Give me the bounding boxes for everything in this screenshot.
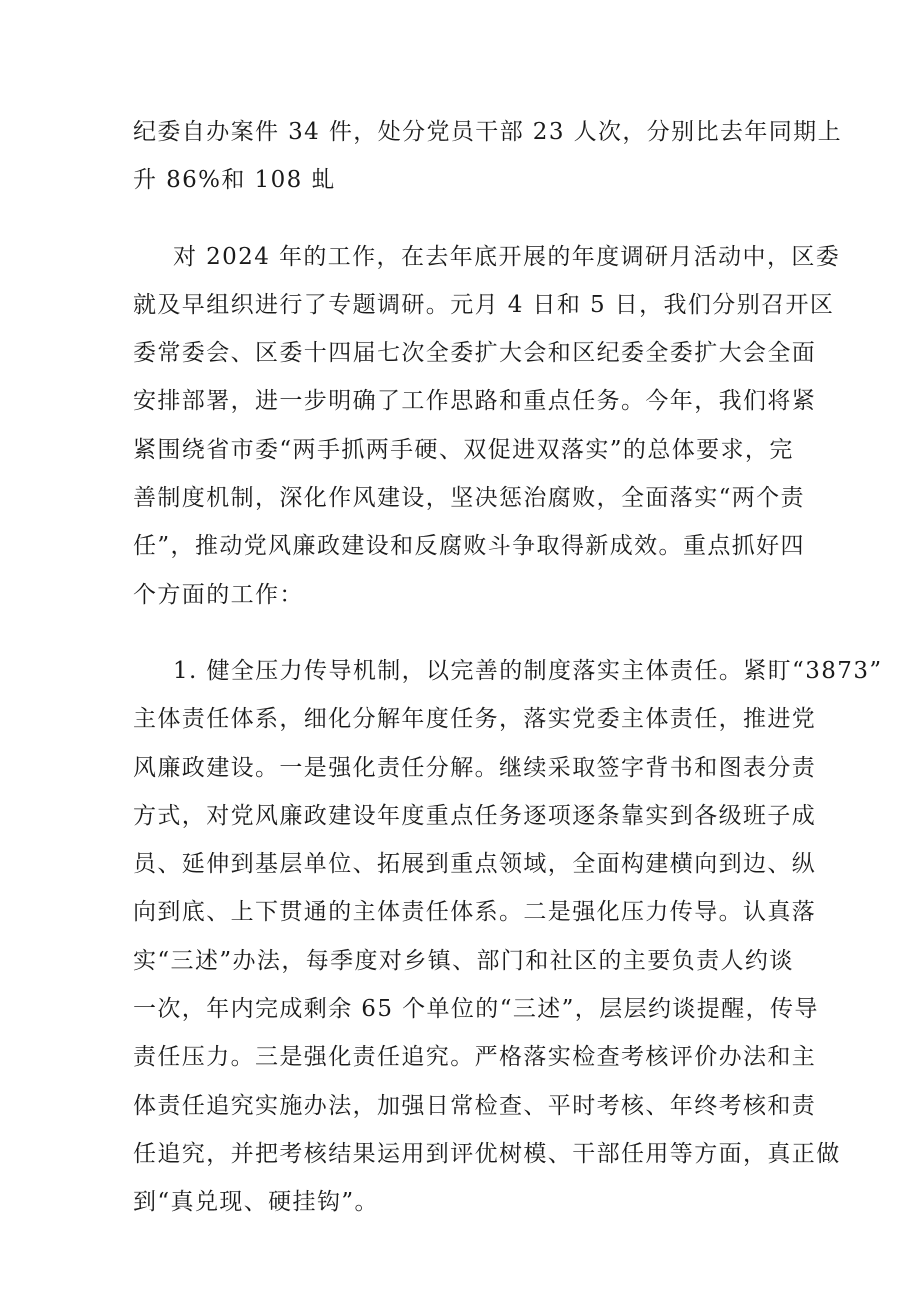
paragraph-1 xyxy=(133,108,842,205)
text-line: 善制度机制，深化作风建设，坚决惩治腐败，全面落实“两个责 xyxy=(133,485,805,512)
text-line: 安排部署，进一步明确了工作思路和重点任务。今年，我们将紧 xyxy=(133,388,817,415)
text-line: 任”，推动党风廉政建设和反腐败斗争取得新成效。重点抓好四 xyxy=(133,533,805,560)
text-line: 个方面的工作： xyxy=(133,581,304,608)
text-line: 任追究，并把考核结果运用到评优树模、干部任用等方面，真正做 xyxy=(133,1140,841,1167)
text-line: 对 2024 年的工作，在去年底开展的年度调研月活动中，区委 xyxy=(173,243,841,270)
text-line: 向到底、上下贯通的主体责任体系。二是强化压力传导。认真落 xyxy=(133,899,817,926)
text-line: 实“三述”办法，每季度对乡镇、部门和社区的主要负责人约谈 xyxy=(133,947,794,974)
text-line: 一次，年内完成剩余 65 个单位的“三述”，层层约谈提醒，传导 xyxy=(133,996,819,1023)
text-line: 体责任追究实施办法，加强日常检查、平时考核、年终考核和责 xyxy=(133,1092,817,1119)
paragraph-2 xyxy=(133,233,841,619)
text-line: 升 86%和 108 虬 xyxy=(133,167,336,194)
text-line: 1. 健全压力传导机制，以完善的制度落实主体责任。紧盯“3873” xyxy=(173,657,883,684)
text-line: 到“真兑现、硬挂钩”。 xyxy=(133,1189,379,1216)
text-line: 委常委会、区委十四届七次全委扩大会和区纪委全委扩大会全面 xyxy=(133,340,817,367)
text-line: 方式，对党风廉政建设年度重点任务逐项逐条靠实到各级班子成 xyxy=(133,802,817,829)
text-line: 主体责任体系，细化分解年度任务，落实党委主体责任，推进党 xyxy=(133,706,817,733)
text-line: 员、延伸到基层单位、拓展到重点领域，全面构建横向到边、纵 xyxy=(133,851,817,878)
text-line: 纪委自办案件 34 件，处分党员干部 23 人次，分别比去年同期上 xyxy=(133,119,842,145)
text-line: 风廉政建设。一是强化责任分解。继续采取签字背书和图表分责 xyxy=(133,754,817,781)
text-line: 紧围绕省市委“两手抓两手硬、双促进双落实”的总体要求，完 xyxy=(133,436,794,463)
text-line: 责任压力。三是强化责任追究。严格落实检查考核评价办法和主 xyxy=(133,1044,817,1071)
document-body xyxy=(133,108,883,1255)
paragraph-3 xyxy=(133,647,883,1227)
text-line: 就及早组织进行了专题调研。元月 4 日和 5 日，我们分别召开区 xyxy=(133,291,835,318)
